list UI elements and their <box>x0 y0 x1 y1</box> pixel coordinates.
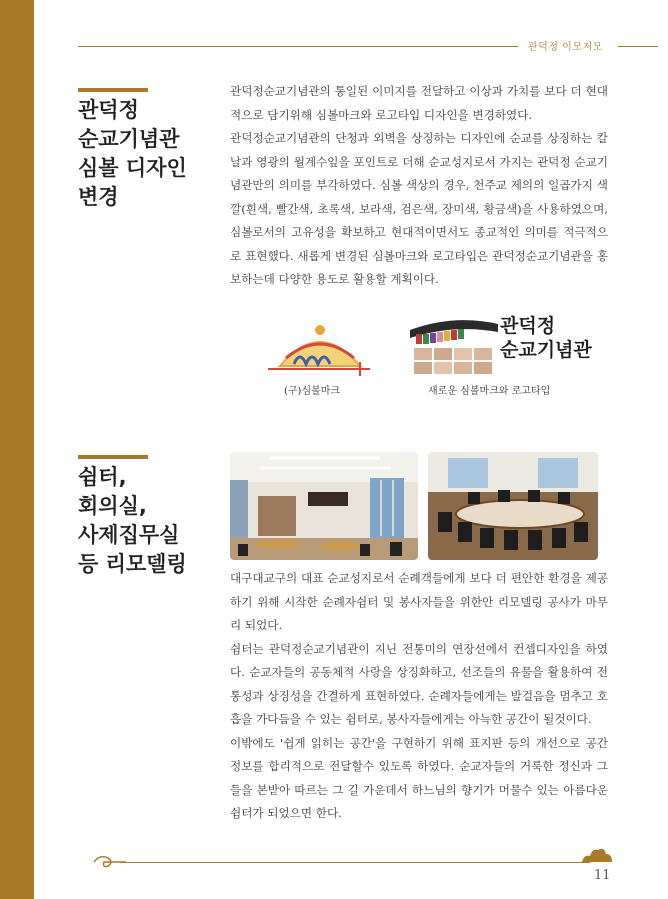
header-label: 관덕정 이모저모 <box>528 42 603 53</box>
logo-comparison <box>230 310 610 400</box>
new-logotype: 관덕정 순교기념관 <box>500 315 592 361</box>
section2-body <box>230 567 608 826</box>
lounge-photo <box>230 452 418 560</box>
new-logo-caption: 새로운 심볼마크와 로고타입 <box>428 386 551 397</box>
section2-paragraph: 이밖에도 '쉽게 읽히는 공간'을 구현하기 위해 표지판 등의 개선으로 공간 정보를 합리적으로 전달할수 있도록 하였다. 순교자들의 거룩한 정신과 그들을 본받아 따르는 그 길 가운데서 하느님의 향기가 머물수 있는 아름다운 쉼터가 되었으면 한다. <box>230 735 608 820</box>
section1-title: 관덕정 순교기념관 심볼 디자인 변경 <box>78 98 187 209</box>
new-symbol-mark-icon <box>410 316 498 376</box>
header-rule <box>78 46 518 47</box>
old-symbol-mark-icon <box>260 322 380 378</box>
footer-rule <box>120 862 590 863</box>
lounge-photo-image <box>230 452 418 560</box>
section2-paragraph: 쉼터는 관덕정순교기념관이 지닌 전통미의 연장선에서 컨셉디자인을 하였다. 순교자들의 공동체적 사랑을 상징화하고, 선조들의 유물을 활용하여 전통성과 상징성을 간결하게 표현하였다. 순례자들에게는 발걸음을 멈추고 호흡을 가다듬을 수 있는 쉼터로, 봉사자들에게는 아늑한 공간이 될것이다. <box>230 641 608 726</box>
section1-accent-bar <box>78 88 148 92</box>
section1-paragraph: 관덕정순교기념관의 단청과 외벽을 상징하는 디자인에 순교를 상징하는 칼날과 영광의 월계수잎을 포인트로 더해 순교성지로서 가지는 관덕정 순교기념관만의 의미를 부각하였다. 심볼 색상의 경우, 천주교 제의의 일곱가지 색깔(흰색, 빨간색, 초록색, 보라색, 검은색, 장미색, 황금색)을 사용하였으며, 심볼로서의 고유성을 확보하고 현대적이면서도 종교적인 의미를 적극적으로 표현했다. 새롭게 변경된 심볼마크와 로고타입은 관덕정순교기념관을 홍보하는데 다양한 용도로 활용할 계획이다. <box>230 131 608 286</box>
new-logo <box>410 310 610 380</box>
section1-body <box>230 80 608 292</box>
meeting-room-photo-image <box>428 452 598 560</box>
meeting-room-photo <box>428 452 598 560</box>
old-logo-caption: (구)심볼마크 <box>284 386 341 397</box>
page-spine <box>0 0 34 899</box>
section2-accent-bar <box>78 455 148 459</box>
page-number: 11 <box>594 868 611 883</box>
section2-title: 쉼터, 회의실, 사제집무실 등 리모델링 <box>78 465 187 576</box>
footer-cloud-icon <box>580 846 614 864</box>
header-rule-tail <box>618 46 658 47</box>
section2-paragraph: 대구대교구의 대표 순교성지로서 순례객들에게 보다 더 편안한 환경을 제공하기 위해 시작한 순례자쉼터 및 봉사자들을 위한안 리모델링 공사가 마무리 되었다. <box>230 571 608 632</box>
section1-paragraph: 관덕정순교기념관의 통일된 이미지를 전달하고 이상과 가치를 보다 더 현대적으로 담기위해 심볼마크와 로고타입 디자인을 변경하였다. <box>230 84 608 122</box>
